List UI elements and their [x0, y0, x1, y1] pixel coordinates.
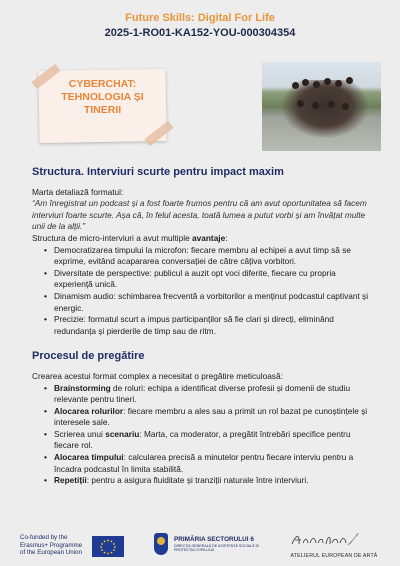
cofunded-text: Co-funded by the Erasmus+ Programme of the European Union: [20, 534, 83, 557]
header-title: Future Skills: Digital For Life: [125, 12, 275, 24]
structure-intro: Marta detaliază formatul:: [32, 186, 124, 197]
advantages-list: [32, 245, 376, 338]
list-item: • Dinamism audio: schimbarea frecventă a vorbitorilor a menținut podcastul captivant și energic.: [44, 291, 376, 314]
list-item: • Alocarea timpului: calcularea precisă a minutelor pentru fiecare interviu pentru a încadra podcastul în limita stabilită.: [44, 452, 376, 475]
list-item: • Repetiții: pentru a asigura fluiditate și tranziții naturale între interviuri.: [44, 475, 376, 487]
atelier-name: ATELIERUL EUROPEAN DE ARTĂ: [290, 553, 378, 559]
title-sticker: [39, 70, 166, 142]
list-item: • Brainstorming de roluri: echipa a identificat diverse profesii și domenii de studiu relevante pentru tineri.: [44, 383, 376, 406]
footer-logos: [0, 528, 400, 566]
structure-quote: “Am înregistrat un podcast și a fost foarte frumos pentru că am avut oportunitatea să facem interviuri foarte scurte. Așa că, în felul acesta, toată lumea a putut vorbi și am învățat multe unii de la alții.”: [32, 198, 367, 232]
group-photo: [262, 62, 381, 151]
list-item: • Alocarea rolurilor: fiecare membru a ales sau a primit un rol bazat pe cunoștințele și interesele sale.: [44, 406, 376, 429]
list-item: • Diversitate de perspective: publicul a auzit opt voci diferite, fiecare cu propria experiență unică.: [44, 268, 376, 291]
section-heading-preparation: Procesul de pregătire: [32, 350, 145, 363]
sticker-line-2: TEHNOLOGIA ȘI: [61, 91, 144, 103]
primaria-subtitle: DIRECȚIA GENERALĂ DE ASISTENȚĂ SOCIALĂ ȘI PROTECȚIA COPILULUI: [174, 544, 259, 553]
sticker-line-3: TINERII: [83, 104, 122, 116]
article-content: [32, 167, 376, 487]
sticker-title: [39, 78, 166, 117]
primaria-name: PRIMĂRIA SECTORULUI 6: [174, 536, 254, 543]
list-item: • Democratizarea timpului la microfon: fiecare membru al echipei a avut timp să se exprime, evitând acapararea conversației de către câțiva vorbitori.: [44, 245, 376, 268]
section-heading-structure: Structura. Interviuri scurte pentru impact maxim: [32, 166, 284, 178]
atelier-signature-logo: [290, 532, 360, 548]
sticker-line-1: CYBERCHAT:: [68, 78, 137, 90]
project-code: 2025-1-RO01-KA152-YOU-000304354: [104, 27, 296, 39]
preparation-list: [32, 383, 376, 487]
list-item: • Scrierea unui scenariu: Marta, ca moderator, a pregătit întrebări specifice pentru fiecare rol.: [44, 429, 376, 452]
eu-flag-icon: [92, 536, 124, 557]
list-item: • Precizie: formatul scurt a impus participanților să fie clari și direcți, eliminând redundanța și pierderile de timp sau de ritm.: [44, 314, 376, 337]
sector6-crest-icon: [154, 533, 168, 555]
advantages-lead: Structura de micro-interviuri a avut multiple avantaje:: [32, 232, 228, 243]
preparation-intro: Crearea acestui format complex a necesitat o pregătire meticuloasă:: [32, 370, 283, 381]
